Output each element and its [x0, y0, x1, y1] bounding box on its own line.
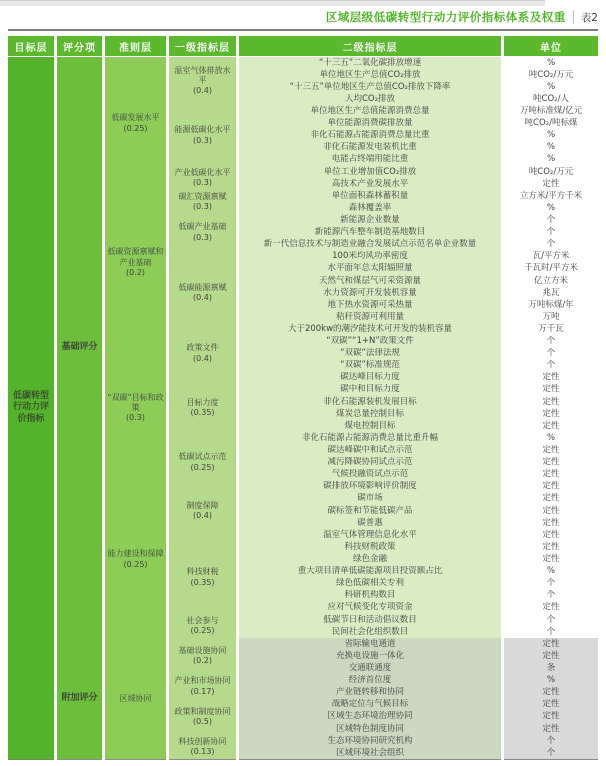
criterion-cell: “双碳”目标和政策 (0.3): [105, 336, 166, 481]
unit-cell: 定性: [504, 723, 598, 735]
sub-indicator-cell: 充换电设施一体化: [239, 650, 501, 662]
unit-cell: 定性: [504, 493, 598, 505]
sub-indicator-cell: 省际输电通道: [239, 638, 501, 650]
unit-cell: 个: [504, 626, 598, 638]
sub-indicator-cell: 碳普惠: [239, 517, 501, 529]
sub-indicator-cell: 单位地区生产总值CO₂排放: [239, 69, 501, 81]
unit-cell: 定性: [504, 638, 598, 650]
sub-indicator-cell: 森林覆盖率: [239, 202, 501, 214]
unit-cell: 个: [504, 735, 598, 747]
sub-indicator-cell: 气候投融资试点示范: [239, 469, 501, 481]
sub-indicator-cell: 人均CO₂排放: [239, 93, 501, 105]
unit-cell: 定性: [504, 457, 598, 469]
sub-indicator-cell: 区域生态环境治理协同: [239, 711, 501, 723]
indicator-cell: 产业和市场协同 (0.17): [169, 675, 236, 699]
unit-cell: 个: [504, 614, 598, 626]
sub-indicator-cell: 100米均风功率密度: [239, 251, 501, 263]
unit-cell: 兆瓦: [504, 287, 598, 299]
unit-cell: %: [504, 675, 598, 687]
sub-indicator-cell: 碳市场: [239, 493, 501, 505]
sub-indicator-cell: 单位面积森林蓄积量: [239, 190, 501, 202]
sub-indicator-cell: 碳标签和节能低碳产品: [239, 505, 501, 517]
indicator-cell: 产业低碳化水平 (0.3): [169, 166, 236, 190]
sub-indicator-cell: 绿色低碳相关专利: [239, 578, 501, 590]
sub-indicator-cell: 煤电控制目标: [239, 420, 501, 432]
unit-cell: 定性: [504, 372, 598, 384]
unit-cell: 吨CO₂/万元: [504, 69, 598, 81]
unit-cell: %: [504, 566, 598, 578]
sub-indicator-cell: 单位工业增加值CO₂排放: [239, 166, 501, 178]
sub-indicator-cell: 碳达峰碳中和试点示范: [239, 445, 501, 457]
criterion-cell: 区域协同: [105, 638, 166, 759]
sub-indicator-cell: 碳达峰目标力度: [239, 372, 501, 384]
unit-cell: 千瓦时/平方米: [504, 263, 598, 275]
sub-indicator-cell: 碳中和目标力度: [239, 384, 501, 396]
unit-cell: 定性: [504, 711, 598, 723]
unit-cell: 个: [504, 227, 598, 239]
unit-cell: 个: [504, 360, 598, 372]
table-title: 区域层级低碳转型行动力评价指标体系及权重: [325, 10, 566, 24]
unit-cell: 个: [504, 239, 598, 251]
sub-indicator-cell: 非化石能源占能源消费总量比重升幅: [239, 432, 501, 444]
indicator-cell: 温室气体排放水平 (0.4): [169, 57, 236, 105]
title-rule: [8, 29, 598, 31]
unit-cell: %: [504, 202, 598, 214]
indicator-cell: 目标力度 (0.35): [169, 372, 236, 445]
sub-indicator-cell: 水平面年总太阳辐照量: [239, 263, 501, 275]
sub-indicator-cell: 新能源汽车整车制造基地数目: [239, 227, 501, 239]
indicator-cell: 科技创新协同 (0.13): [169, 735, 236, 759]
column-header-target-layer: 目标层: [8, 36, 54, 56]
unit-cell: 定性: [504, 541, 598, 553]
sub-indicator-cell: 绿色金融: [239, 553, 501, 565]
sub-indicator-cell: 交通联通度: [239, 662, 501, 674]
sub-indicator-cell: “双碳”法律法规: [239, 348, 501, 360]
unit-cell: 吨CO₂/万元: [504, 166, 598, 178]
sub-indicator-cell: 碳排放环境影响评价制度: [239, 481, 501, 493]
unit-cell: 个: [504, 214, 598, 226]
indicator-cell: 能源低碳化水平 (0.3): [169, 105, 236, 166]
sub-indicator-cell: 低碳节日和活动倡议数目: [239, 614, 501, 626]
page-top-remnant-bar: [0, 0, 545, 6]
sub-indicator-cell: 经济首位度: [239, 675, 501, 687]
target-layer-cell: 低碳转型行动力评价指标: [8, 57, 54, 759]
title-divider: [573, 10, 574, 24]
unit-cell: 定性: [504, 687, 598, 699]
sub-indicator-cell: 产业链转移和协同: [239, 687, 501, 699]
sub-indicator-cell: 天然气和煤层气可采资源量: [239, 275, 501, 287]
unit-cell: %: [504, 57, 598, 69]
criterion-cell: 能力建设和保障 (0.25): [105, 481, 166, 638]
sub-indicator-cell: “双碳”“1+N”政策文件: [239, 336, 501, 348]
sub-indicator-cell: 水力资源可开发装机容量: [239, 287, 501, 299]
unit-cell: 定性: [504, 469, 598, 481]
unit-cell: 吨CO₂/吨标煤: [504, 118, 598, 130]
sub-indicator-cell: 秸秆资源可利用量: [239, 311, 501, 323]
indicator-cell: 科技财税 (0.35): [169, 541, 236, 614]
unit-cell: 定性: [504, 396, 598, 408]
unit-cell: 万吨标准煤/亿元: [504, 105, 598, 117]
indicator-cell: 社会参与 (0.25): [169, 614, 236, 638]
sub-indicator-cell: 高技术产业发展水平: [239, 178, 501, 190]
criterion-cell: 低碳资源禀赋和产业基础 (0.2): [105, 190, 166, 335]
unit-cell: 定性: [504, 517, 598, 529]
indicator-cell: 政策和制度协同 (0.5): [169, 699, 236, 735]
sub-indicator-cell: 应对气候变化专项资金: [239, 602, 501, 614]
sub-indicator-cell: 区域环境社会组织: [239, 747, 501, 759]
unit-cell: 个: [504, 747, 598, 759]
column-header-level1-indicator: 一级指标层: [169, 36, 236, 56]
indicator-cell: 低碳产业基础 (0.3): [169, 214, 236, 250]
unit-cell: 万吨标煤/年: [504, 299, 598, 311]
column-header-criterion-layer: 准则层: [105, 36, 166, 56]
unit-cell: 定性: [504, 553, 598, 565]
indicator-cell: 低碳能源禀赋 (0.4): [169, 251, 236, 336]
column-header-scoring-item: 评分项: [57, 36, 102, 56]
sub-indicator-cell: 科研机构数目: [239, 590, 501, 602]
indicator-cell: 制度保障 (0.4): [169, 481, 236, 542]
unit-cell: 定性: [504, 445, 598, 457]
sub-indicator-cell: 电能占终端用能比重: [239, 154, 501, 166]
unit-cell: 定性: [504, 602, 598, 614]
sub-indicator-cell: “十三五”二氧化碳排放增速: [239, 57, 501, 69]
unit-cell: 个: [504, 348, 598, 360]
sub-indicator-cell: 区域特色制度协同: [239, 723, 501, 735]
unit-cell: %: [504, 130, 598, 142]
table-header-row: [8, 36, 598, 56]
sub-indicator-cell: 重大项目清单低碳能源项目投资额占比: [239, 566, 501, 578]
unit-cell: 瓦/平方米: [504, 251, 598, 263]
table-body: [8, 57, 598, 759]
criterion-cell: 低碳发展水平 (0.25): [105, 57, 166, 190]
sub-indicator-cell: 新能源企业数量: [239, 214, 501, 226]
sub-indicator-cell: “双碳”标准规范: [239, 360, 501, 372]
sub-indicator-cell: 战略定位与气候目标: [239, 699, 501, 711]
unit-cell: %: [504, 81, 598, 93]
unit-cell: 定性: [504, 408, 598, 420]
unit-cell: 定性: [504, 178, 598, 190]
unit-cell: 定性: [504, 384, 598, 396]
unit-cell: 吨CO₂/人: [504, 93, 598, 105]
unit-cell: 万吨: [504, 311, 598, 323]
unit-cell: 定性: [504, 699, 598, 711]
unit-cell: %: [504, 142, 598, 154]
sub-indicator-cell: “十三五”单位地区生产总值CO₂排放下降率: [239, 81, 501, 93]
unit-cell: %: [504, 432, 598, 444]
unit-cell: 定性: [504, 481, 598, 493]
unit-cell: 个: [504, 578, 598, 590]
sub-indicator-cell: 大于200kw的潮汐能技术可开发的装机容量: [239, 323, 501, 335]
indicator-cell: 碳汇资源禀赋 (0.3): [169, 190, 236, 214]
unit-cell: 定性: [504, 529, 598, 541]
sub-indicator-cell: 单位地区生产总值能源消费总量: [239, 105, 501, 117]
column-header-level2-indicator: 二级指标层: [239, 36, 501, 56]
unit-cell: 定性: [504, 420, 598, 432]
unit-cell: 立方米/平方千米: [504, 190, 598, 202]
scoring-item-cell: 基础评分: [57, 57, 102, 638]
unit-cell: 定性: [504, 505, 598, 517]
unit-cell: 亿立方米: [504, 275, 598, 287]
table-title-row: [8, 7, 598, 27]
sub-indicator-cell: 单位能源消费碳排放量: [239, 118, 501, 130]
indicator-cell: 政策文件 (0.4): [169, 336, 236, 372]
scoring-item-cell: 附加评分: [57, 638, 102, 759]
indicator-cell: 基础设施协同 (0.2): [169, 638, 236, 674]
unit-cell: 个: [504, 336, 598, 348]
sub-indicator-cell: 非化石能源发电装机比重: [239, 142, 501, 154]
table-number-tag: 表2: [580, 11, 598, 24]
unit-cell: %: [504, 154, 598, 166]
unit-cell: 个: [504, 590, 598, 602]
sub-indicator-cell: 民间社会化组织数目: [239, 626, 501, 638]
sub-indicator-cell: 减污降碳协同试点示范: [239, 457, 501, 469]
sub-indicator-cell: 地下热水资源可采热量: [239, 299, 501, 311]
sub-indicator-cell: 科技财税政策: [239, 541, 501, 553]
sub-indicator-cell: 煤炭总量控制目标: [239, 408, 501, 420]
sub-indicator-cell: 温室气体管理信息化水平: [239, 529, 501, 541]
sub-indicator-cell: 新一代信息技术与制造业融合发展试点示范名单企业数量: [239, 239, 501, 251]
column-header-unit: 单位: [504, 36, 598, 56]
sub-indicator-cell: 非化石能源占能源消费总量比重: [239, 130, 501, 142]
unit-cell: 万千瓦: [504, 323, 598, 335]
sub-indicator-cell: 生态环境协同研究机构: [239, 735, 501, 747]
sub-indicator-cell: 非化石能源装机发展目标: [239, 396, 501, 408]
unit-cell: 条: [504, 662, 598, 674]
unit-cell: 定性: [504, 650, 598, 662]
indicator-cell: 低碳试点示范 (0.25): [169, 445, 236, 481]
